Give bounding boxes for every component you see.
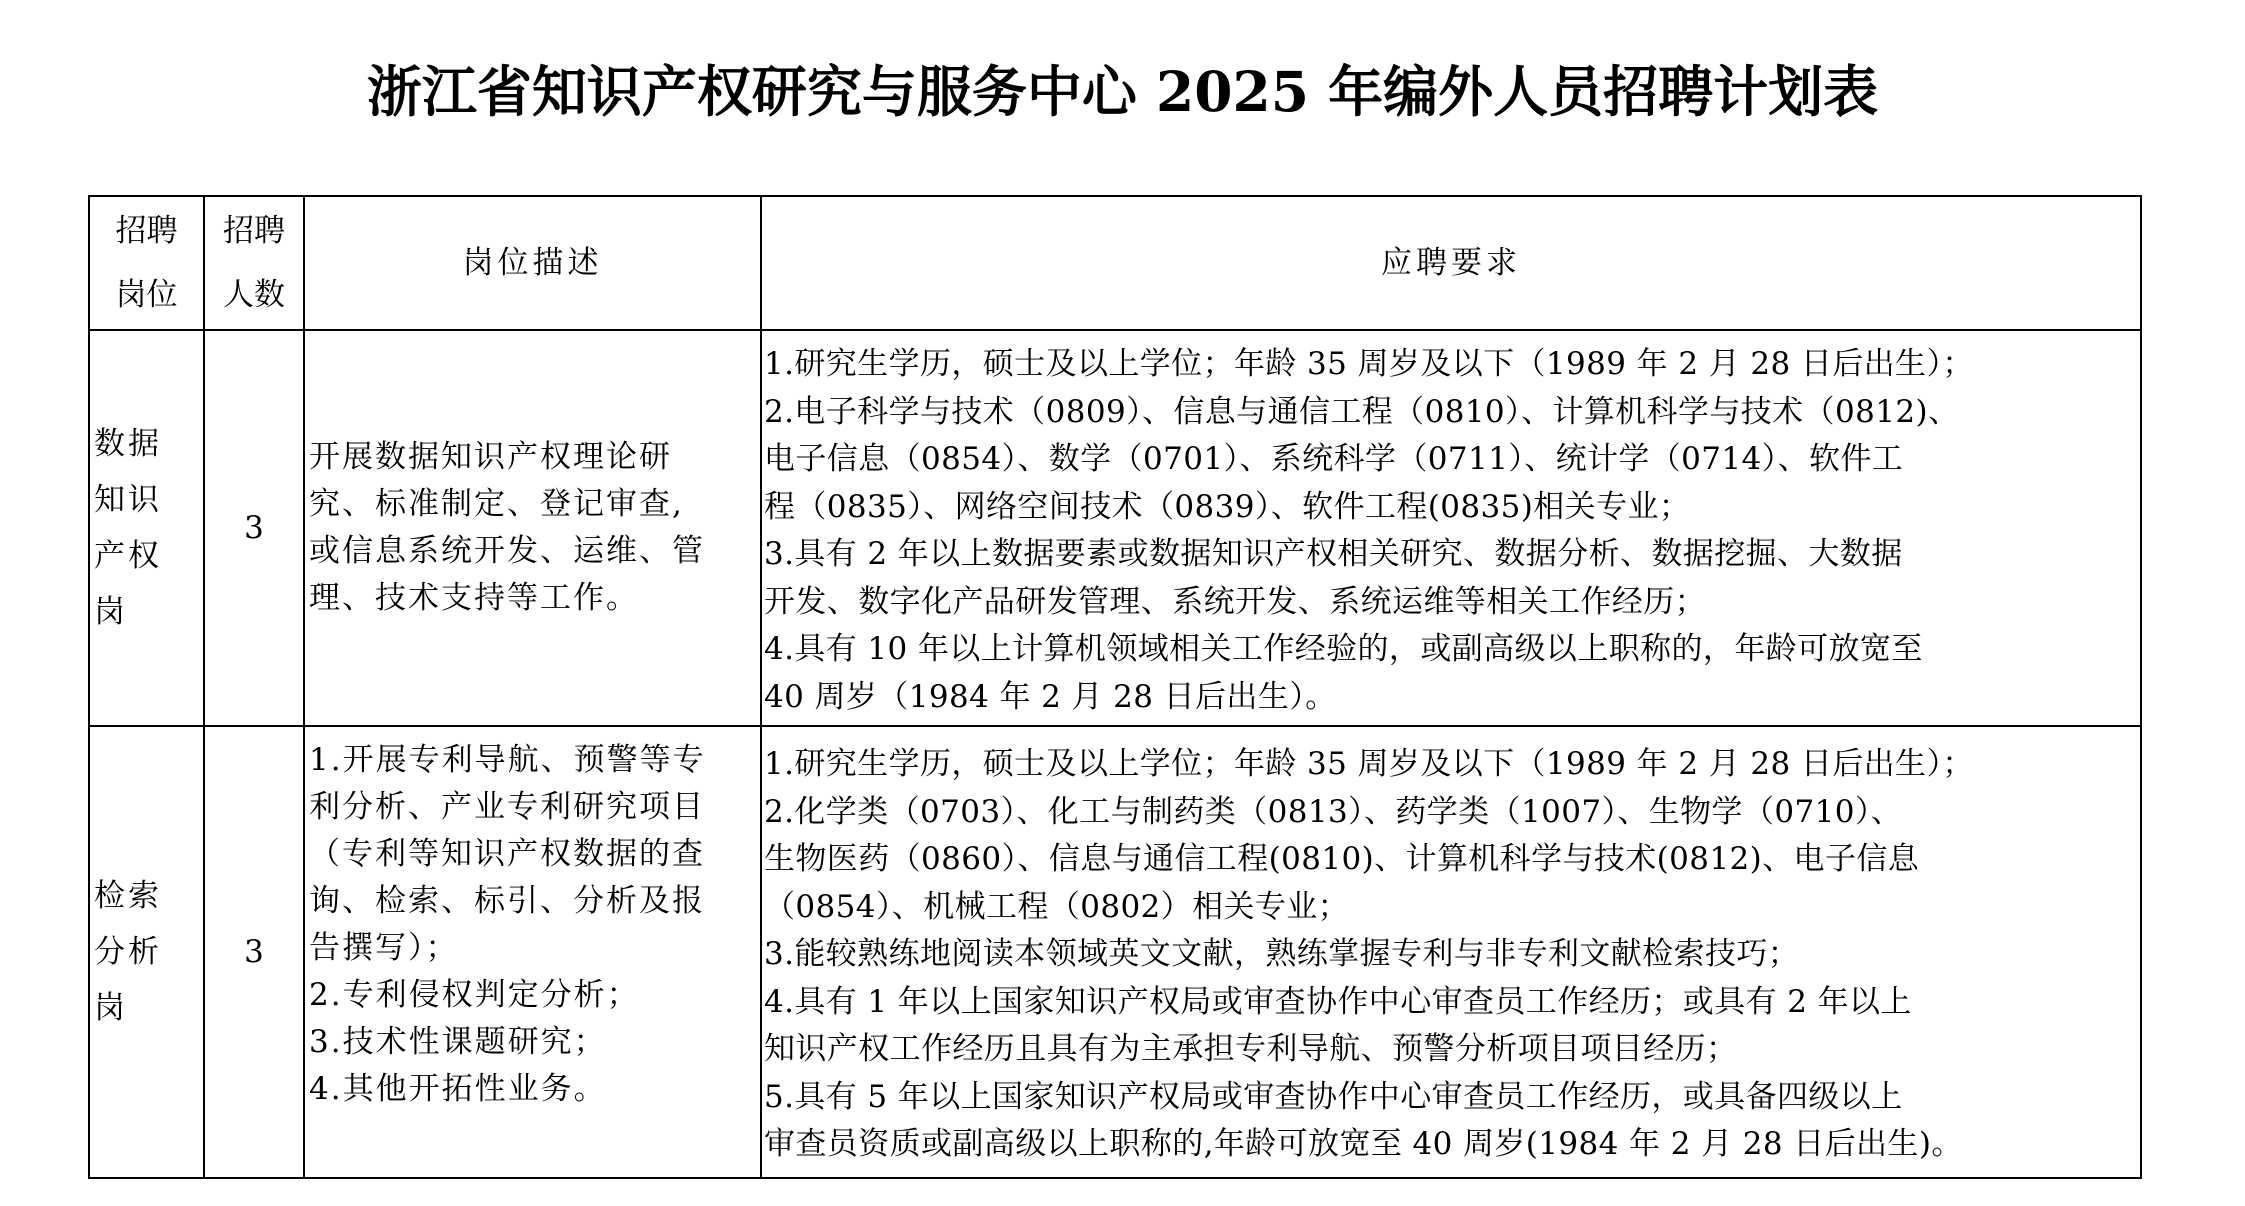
requirement-line: 3.具有 2 年以上数据要素或数据知识产权相关研究、数据分析、数据挖掘、大数据 <box>764 536 1903 572</box>
position-line: 数据 <box>94 426 162 462</box>
header-count <box>204 196 304 330</box>
header-requirements: 应聘要求 <box>761 196 2141 330</box>
description-cell <box>304 330 761 726</box>
position-line: 知识 <box>94 482 162 518</box>
table-row <box>89 330 2141 726</box>
requirements-cell <box>761 726 2141 1178</box>
header-position-line: 岗位 <box>115 277 178 313</box>
position-cell <box>89 726 204 1178</box>
description-line: 告撰写）； <box>309 930 459 966</box>
count-cell: 3 <box>204 726 304 1178</box>
description-line: 询、检索、标引、分析及报 <box>309 883 705 919</box>
header-count-line: 人数 <box>223 277 285 313</box>
requirement-line: 40 周岁（1984 年 2 月 28 日后出生）。 <box>764 678 1337 715</box>
requirement-line: 电子信息（0854）、数学（0701）、系统科学（0711）、统计学（0714）、软件工 <box>764 441 1904 477</box>
header-position <box>89 196 204 330</box>
header-position-line: 招聘 <box>115 213 178 249</box>
description-line: 1.开展专利导航、预警等专 <box>309 742 706 778</box>
page-title: 浙江省知识产权研究与服务中心 2025 年编外人员招聘计划表 <box>366 59 1879 124</box>
requirement-line: 开发、数字化产品研发管理、系统开发、系统运维等相关工作经历； <box>764 583 1706 620</box>
count-cell: 3 <box>204 330 304 726</box>
recruitment-plan-table <box>88 195 2142 1179</box>
requirement-line: 1.研究生学历，硕士及以上学位；年龄 35 周岁及以下（1989 年 2 月 28 日后出生）； <box>764 346 1974 382</box>
requirement-line: 1.研究生学历，硕士及以上学位；年龄 35 周岁及以下（1989 年 2 月 28 日后出生）； <box>764 746 1974 783</box>
header-count-line: 招聘 <box>223 213 285 249</box>
requirements-cell <box>761 330 2141 726</box>
header-row <box>89 196 2141 330</box>
header-description: 岗位描述 <box>304 196 761 330</box>
requirement-line: 3.能较熟练地阅读本领域英文文献，熟练掌握专利与非专利文献检索技巧； <box>764 936 1800 973</box>
table-row <box>89 726 2141 1178</box>
requirement-line: 程（0835）、网络空间技术（0839）、软件工程(0835)相关专业； <box>764 488 1691 525</box>
position-line: 产权 <box>94 538 162 574</box>
requirement-line: 知识产权工作经历且具有为主承担专利导航、预警分析项目项目经历； <box>764 1031 1738 1068</box>
requirement-line: 4.具有 1 年以上国家知识产权局或审查协作中心审查员工作经历；或具有 2 年以上 <box>764 983 1912 1020</box>
description-line: （专利等知识产权数据的查 <box>309 836 705 872</box>
position-line: 检索 <box>94 878 162 914</box>
description-line: 理、技术支持等工作。 <box>309 580 639 616</box>
position-line: 分析 <box>94 934 162 970</box>
requirement-line: 5.具有 5 年以上国家知识产权局或审查协作中心审查员工作经历，或具备四级以上 <box>764 1078 1903 1115</box>
position-line: 岗 <box>94 990 128 1026</box>
requirement-line: 4.具有 10 年以上计算机领域相关工作经验的，或副高级以上职称的，年龄可放宽至 <box>764 631 1923 667</box>
requirement-line: 审查员资质或副高级以上职称的,年龄可放宽至 40 周岁(1984 年 2 月 28 日后出生)。 <box>764 1126 1963 1163</box>
description-line: 3.技术性课题研究； <box>309 1024 607 1060</box>
description-line: 2.专利侵权判定分析； <box>309 977 640 1013</box>
description-line: 4.其他开拓性业务。 <box>309 1071 607 1107</box>
position-cell <box>89 330 204 726</box>
description-line: 究、标准制定、登记审查, <box>309 486 684 522</box>
description-line: 利分析、产业专利研究项目 <box>309 789 705 825</box>
requirement-line: 生物医药（0860）、信息与通信工程(0810)、计算机科学与技术(0812)、电子信息 <box>764 841 1920 878</box>
description-line: 开展数据知识产权理论研 <box>309 439 672 475</box>
position-line: 岗 <box>94 594 128 630</box>
requirement-line: （0854）、机械工程（0802）相关专业； <box>764 888 1350 925</box>
description-cell <box>304 726 761 1178</box>
requirement-line: 2.电子科学与技术（0809）、信息与通信工程（0810）、计算机科学与技术（0812)、 <box>764 393 1960 430</box>
requirement-line: 2.化学类（0703）、化工与制药类（0813）、药学类（1007）、生物学（0710）、 <box>764 793 1903 830</box>
description-line: 或信息系统开发、运维、管 <box>309 533 705 569</box>
